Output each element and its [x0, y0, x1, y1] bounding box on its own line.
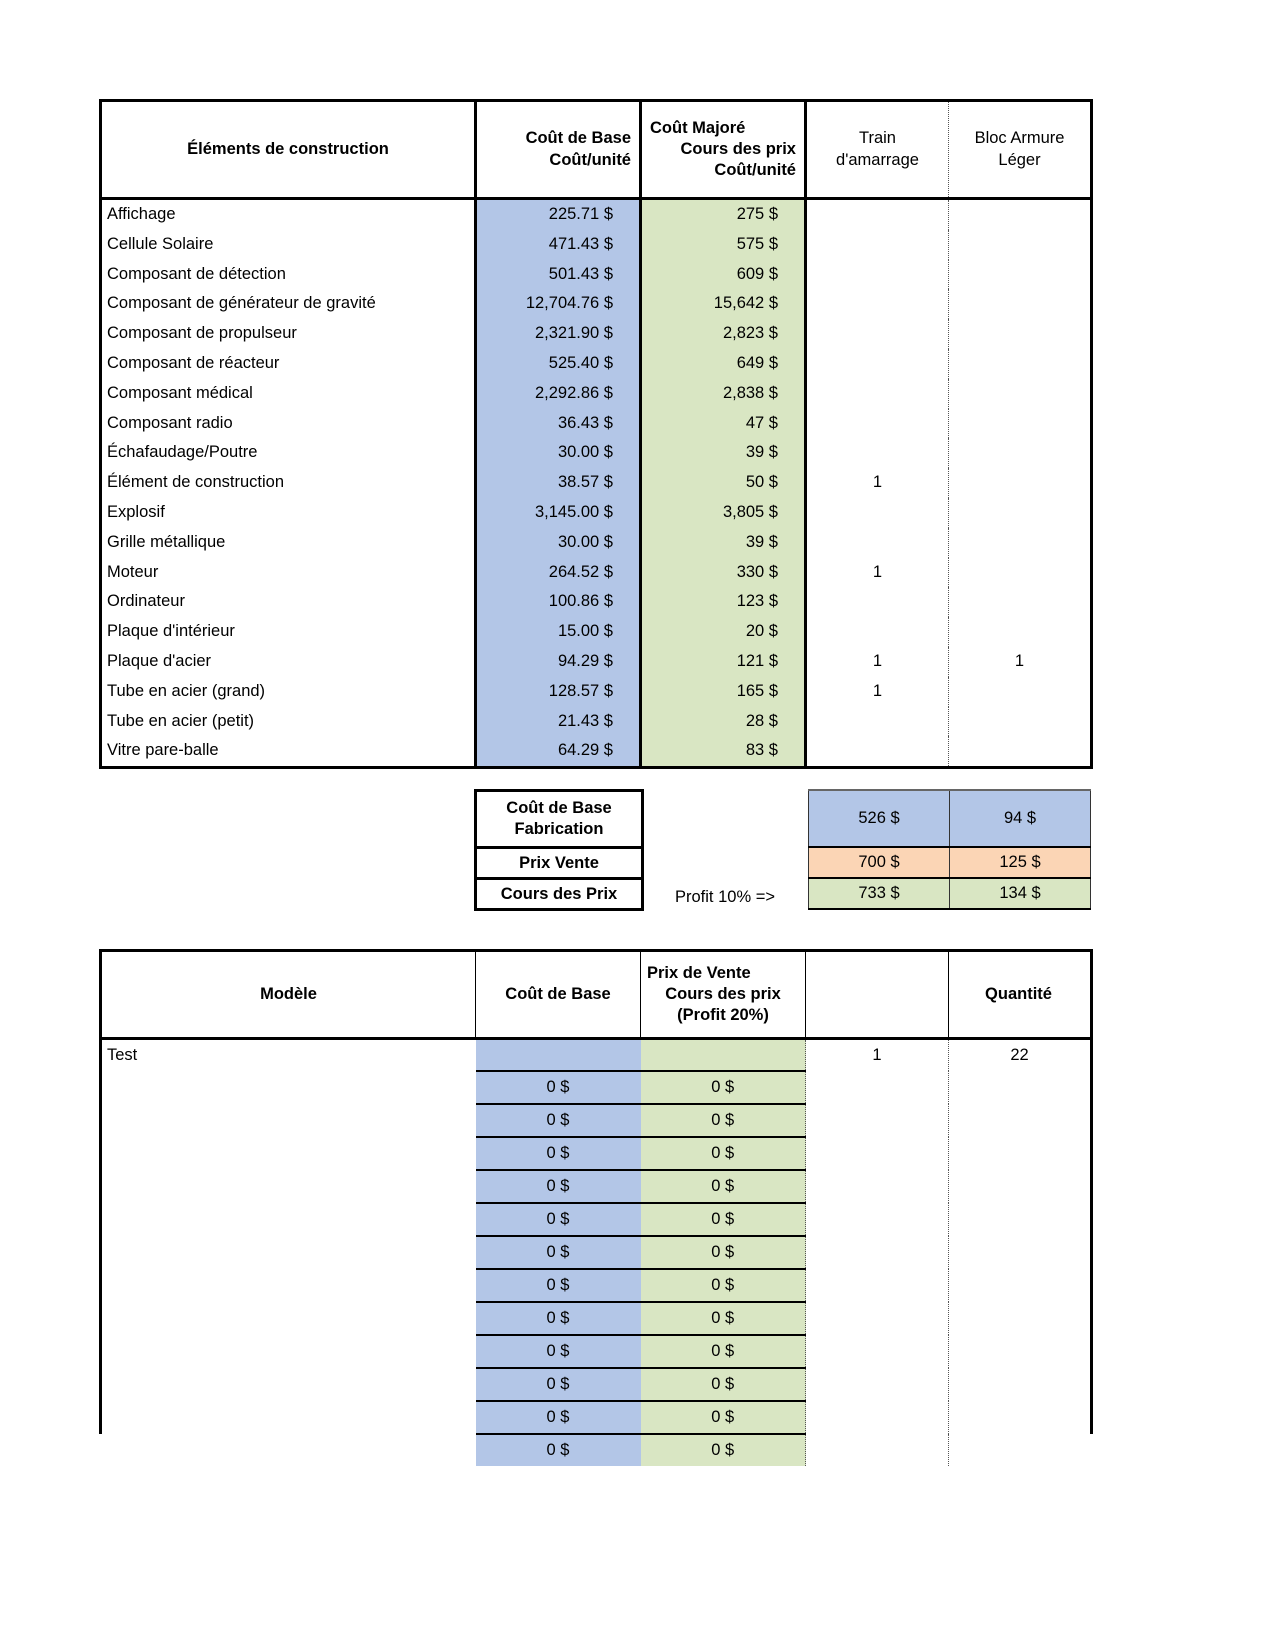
cell-element-name: Tube en acier (grand): [101, 677, 476, 707]
cell-base-cost: 2,321.90 $: [476, 319, 641, 349]
cell-train-amarrage: [806, 707, 949, 737]
table-row: [101, 1236, 1092, 1269]
cell-marked-cost: 123 $: [641, 587, 806, 617]
table-row: [101, 230, 1092, 260]
cell-train-amarrage: [806, 528, 949, 558]
header-marked-cost: [641, 101, 806, 199]
cell-bloc-armure-leger: [949, 736, 1092, 767]
summary-row-sale-price: [476, 848, 643, 879]
cell-model-base-cost: 0 $: [476, 1203, 641, 1236]
cell-train-amarrage: [806, 199, 949, 230]
cell-marked-cost: 330 $: [641, 558, 806, 588]
cell-base-cost: 21.43 $: [476, 707, 641, 737]
header-train-line2: d'amarrage: [836, 150, 919, 169]
cell-train-amarrage: [806, 736, 949, 767]
cell-model-name: [101, 1434, 476, 1466]
header-marked-cost-line2: Cours des prix: [680, 139, 796, 158]
header-sale-line3: (Profit 20%): [677, 1006, 769, 1025]
cell-model-sale-price: 0 $: [641, 1236, 806, 1269]
summary-label-block: [474, 789, 644, 911]
cell-model-sale-price: 0 $: [641, 1170, 806, 1203]
cell-model-sale-price: 0 $: [641, 1203, 806, 1236]
cell-element-name: Moteur: [101, 558, 476, 588]
table-row: [101, 647, 1092, 677]
cell-model-base-cost: 0 $: [476, 1335, 641, 1368]
cell-train-amarrage: [806, 289, 949, 319]
cell-bloc-armure-leger: [949, 587, 1092, 617]
table-row: [101, 468, 1092, 498]
table-row: [101, 409, 1092, 439]
cell-base-cost: 38.57 $: [476, 468, 641, 498]
cell-model-count: [806, 1434, 949, 1466]
header-sale-line2: Cours des prix: [665, 984, 781, 1003]
cell-model-base-cost: 0 $: [476, 1269, 641, 1302]
cell-marked-cost: 2,838 $: [641, 379, 806, 409]
cell-model-sale-price: 0 $: [641, 1368, 806, 1401]
cell-marked-cost: 20 $: [641, 617, 806, 647]
table-row: [101, 199, 1092, 230]
header-sale-line1: Prix de Vente: [647, 963, 751, 982]
cell-element-name: Composant de réacteur: [101, 349, 476, 379]
cell-base-cost: 128.57 $: [476, 677, 641, 707]
cell-base-cost: 471.43 $: [476, 230, 641, 260]
cell-model-base-cost: 0 $: [476, 1236, 641, 1269]
summary-value-base-cost-1: 526 $: [809, 790, 950, 847]
header-base-cost-line1: Coût de Base: [525, 129, 631, 148]
cell-model-name: [101, 1170, 476, 1203]
cell-model-quantity: [949, 1071, 1092, 1104]
cell-element-name: Composant radio: [101, 409, 476, 439]
cell-train-amarrage: [806, 409, 949, 439]
cell-element-name: Échafaudage/Poutre: [101, 438, 476, 468]
cell-bloc-armure-leger: [949, 409, 1092, 439]
summary-values-market-price-row: [809, 878, 1091, 909]
summary-base-cost-line1: Coût de Base: [506, 799, 612, 818]
cell-bloc-armure-leger: [949, 498, 1092, 528]
table-row: [101, 1434, 1092, 1466]
cell-base-cost: 64.29 $: [476, 736, 641, 767]
cell-base-cost: 36.43 $: [476, 409, 641, 439]
header-quantite: Quantité: [949, 951, 1092, 1039]
table-row: [101, 349, 1092, 379]
header-model-sale-price: [641, 951, 806, 1039]
summary-value-sale-price-2: 125 $: [950, 847, 1091, 878]
summary-base-cost-line2: Fabrication: [514, 820, 604, 838]
cell-bloc-armure-leger: [949, 349, 1092, 379]
cell-element-name: Affichage: [101, 199, 476, 230]
cell-bloc-armure-leger: [949, 558, 1092, 588]
summary-row-market-price: [476, 879, 643, 910]
table-header-row: [101, 101, 1092, 199]
cell-model-quantity: [949, 1104, 1092, 1137]
cell-bloc-armure-leger: [949, 319, 1092, 349]
table-row: [101, 707, 1092, 737]
cell-marked-cost: 83 $: [641, 736, 806, 767]
header-base-cost-line2: Coût/unité: [549, 150, 631, 169]
summary-value-market-price-2: 134 $: [950, 878, 1091, 909]
cell-model-quantity: [949, 1170, 1092, 1203]
summary-label-cours-des-prix: Cours des Prix: [476, 879, 643, 910]
table-row: [101, 289, 1092, 319]
table-row: [101, 438, 1092, 468]
profit-note-label: Profit 10% =>: [675, 888, 775, 906]
cell-model-base-cost: 0 $: [476, 1170, 641, 1203]
models-table: [99, 949, 1093, 1466]
cell-model-name: [101, 1236, 476, 1269]
cell-model-sale-price: [641, 1039, 806, 1072]
header-base-cost: [476, 101, 641, 199]
cell-bloc-armure-leger: [949, 468, 1092, 498]
cell-bloc-armure-leger: [949, 230, 1092, 260]
cell-model-quantity: [949, 1137, 1092, 1170]
cell-model-count: [806, 1203, 949, 1236]
cell-base-cost: 12,704.76 $: [476, 289, 641, 319]
cell-marked-cost: 50 $: [641, 468, 806, 498]
models-table-body: [101, 1039, 1092, 1467]
cell-base-cost: 264.52 $: [476, 558, 641, 588]
cell-element-name: Élément de construction: [101, 468, 476, 498]
cell-train-amarrage: [806, 379, 949, 409]
cell-element-name: Composant de propulseur: [101, 319, 476, 349]
summary-label-base-cost-fabrication: [476, 791, 643, 848]
table-row: [101, 498, 1092, 528]
table-row: [101, 1203, 1092, 1236]
cell-marked-cost: 575 $: [641, 230, 806, 260]
cell-bloc-armure-leger: [949, 617, 1092, 647]
cell-model-name: [101, 1137, 476, 1170]
cell-model-name: [101, 1401, 476, 1434]
cell-model-base-cost: 0 $: [476, 1401, 641, 1434]
cell-model-quantity: [949, 1401, 1092, 1434]
cell-marked-cost: 39 $: [641, 528, 806, 558]
cell-model-count: [806, 1137, 949, 1170]
table-row: [101, 319, 1092, 349]
cell-train-amarrage: [806, 498, 949, 528]
cell-model-quantity: [949, 1269, 1092, 1302]
cell-element-name: Composant de détection: [101, 260, 476, 290]
cell-model-base-cost: 0 $: [476, 1302, 641, 1335]
cell-element-name: Composant médical: [101, 379, 476, 409]
cell-bloc-armure-leger: [949, 289, 1092, 319]
summary-value-sale-price-1: 700 $: [809, 847, 950, 878]
cell-model-name: [101, 1368, 476, 1401]
cell-train-amarrage: 1: [806, 647, 949, 677]
cell-model-count: [806, 1104, 949, 1137]
cell-train-amarrage: [806, 587, 949, 617]
summary-label-prix-vente: Prix Vente: [476, 848, 643, 879]
cell-marked-cost: 649 $: [641, 349, 806, 379]
cell-model-quantity: [949, 1203, 1092, 1236]
table-row: [101, 558, 1092, 588]
cell-marked-cost: 275 $: [641, 199, 806, 230]
table-row: [101, 1368, 1092, 1401]
cell-model-name: [101, 1302, 476, 1335]
cell-marked-cost: 121 $: [641, 647, 806, 677]
table-row: [101, 1302, 1092, 1335]
cell-model-count: [806, 1236, 949, 1269]
cell-model-base-cost: 0 $: [476, 1434, 641, 1466]
table-row: [101, 677, 1092, 707]
header-model-blank: [806, 951, 949, 1039]
cell-bloc-armure-leger: [949, 677, 1092, 707]
cell-model-count: [806, 1302, 949, 1335]
cell-model-sale-price: 0 $: [641, 1401, 806, 1434]
header-bloc-line2: Léger: [998, 150, 1041, 169]
cell-element-name: Plaque d'intérieur: [101, 617, 476, 647]
construction-elements-table: [99, 99, 1093, 769]
cell-base-cost: 15.00 $: [476, 617, 641, 647]
cell-model-sale-price: 0 $: [641, 1302, 806, 1335]
table-row: [101, 736, 1092, 767]
cell-model-count: [806, 1071, 949, 1104]
cell-model-sale-price: 0 $: [641, 1071, 806, 1104]
header-bloc-line1: Bloc Armure: [974, 129, 1065, 148]
cell-train-amarrage: [806, 260, 949, 290]
cell-train-amarrage: 1: [806, 558, 949, 588]
cell-bloc-armure-leger: 1: [949, 647, 1092, 677]
cell-model-quantity: [949, 1335, 1092, 1368]
cell-model-name: [101, 1335, 476, 1368]
cell-model-name: [101, 1269, 476, 1302]
cell-element-name: Vitre pare-balle: [101, 736, 476, 767]
cell-bloc-armure-leger: [949, 379, 1092, 409]
cell-marked-cost: 165 $: [641, 677, 806, 707]
header-model-base-cost: Coût de Base: [476, 951, 641, 1039]
cell-model-sale-price: 0 $: [641, 1104, 806, 1137]
cell-model-name: Test: [101, 1039, 476, 1072]
summary-row-base-cost: [476, 791, 643, 848]
header-bloc-armure-leger: [949, 101, 1092, 199]
cell-model-sale-price: 0 $: [641, 1434, 806, 1466]
cell-train-amarrage: [806, 617, 949, 647]
cell-model-count: [806, 1335, 949, 1368]
cell-model-count: [806, 1170, 949, 1203]
table-row: [101, 1335, 1092, 1368]
cell-model-base-cost: 0 $: [476, 1104, 641, 1137]
cell-base-cost: 225.71 $: [476, 199, 641, 230]
table-row: [101, 260, 1092, 290]
header-train-amarrage: [806, 101, 949, 199]
cell-model-count: [806, 1269, 949, 1302]
summary-values-block: [808, 789, 1091, 910]
table-row: [101, 1269, 1092, 1302]
cell-element-name: Plaque d'acier: [101, 647, 476, 677]
table-row: [101, 1104, 1092, 1137]
cell-model-sale-price: 0 $: [641, 1335, 806, 1368]
cell-model-base-cost: 0 $: [476, 1071, 641, 1104]
cell-base-cost: 2,292.86 $: [476, 379, 641, 409]
summary-values-sale-price-row: [809, 847, 1091, 878]
cell-base-cost: 3,145.00 $: [476, 498, 641, 528]
cell-model-quantity: [949, 1368, 1092, 1401]
cell-model-count: [806, 1368, 949, 1401]
cell-train-amarrage: [806, 319, 949, 349]
cell-base-cost: 501.43 $: [476, 260, 641, 290]
header-modele: Modèle: [101, 951, 476, 1039]
table-row: [101, 379, 1092, 409]
header-marked-cost-line3: Coût/unité: [714, 161, 796, 180]
cell-marked-cost: 28 $: [641, 707, 806, 737]
cell-model-quantity: [949, 1236, 1092, 1269]
cell-model-base-cost: [476, 1039, 641, 1072]
cell-train-amarrage: [806, 438, 949, 468]
cell-bloc-armure-leger: [949, 707, 1092, 737]
cell-model-quantity: [949, 1302, 1092, 1335]
cell-model-count: 1: [806, 1039, 949, 1072]
cell-base-cost: 30.00 $: [476, 438, 641, 468]
table-row: [101, 528, 1092, 558]
cell-base-cost: 30.00 $: [476, 528, 641, 558]
table-row: [101, 1170, 1092, 1203]
cell-bloc-armure-leger: [949, 199, 1092, 230]
cell-base-cost: 525.40 $: [476, 349, 641, 379]
cell-model-sale-price: 0 $: [641, 1137, 806, 1170]
cell-train-amarrage: [806, 349, 949, 379]
table-row: [101, 1039, 1092, 1072]
cell-model-name: [101, 1071, 476, 1104]
cell-train-amarrage: 1: [806, 677, 949, 707]
cell-marked-cost: 15,642 $: [641, 289, 806, 319]
cell-model-sale-price: 0 $: [641, 1269, 806, 1302]
table-row: [101, 617, 1092, 647]
header-marked-cost-line1: Coût Majoré: [650, 118, 746, 137]
cell-bloc-armure-leger: [949, 438, 1092, 468]
cell-marked-cost: 609 $: [641, 260, 806, 290]
cell-element-name: Explosif: [101, 498, 476, 528]
cell-model-base-cost: 0 $: [476, 1368, 641, 1401]
header-elements: Éléments de construction: [101, 101, 476, 199]
cell-base-cost: 94.29 $: [476, 647, 641, 677]
cell-marked-cost: 47 $: [641, 409, 806, 439]
table-row: [101, 1401, 1092, 1434]
cell-element-name: Composant de générateur de gravité: [101, 289, 476, 319]
header-train-line1: Train: [859, 129, 896, 148]
cell-model-base-cost: 0 $: [476, 1137, 641, 1170]
cell-element-name: Tube en acier (petit): [101, 707, 476, 737]
cell-model-quantity: 22: [949, 1039, 1092, 1072]
cell-train-amarrage: 1: [806, 468, 949, 498]
summary-values-base-cost-row: [809, 790, 1091, 847]
cell-element-name: Grille métallique: [101, 528, 476, 558]
table-row: [101, 1137, 1092, 1170]
cell-base-cost: 100.86 $: [476, 587, 641, 617]
cell-marked-cost: 3,805 $: [641, 498, 806, 528]
cell-model-name: [101, 1203, 476, 1236]
cell-bloc-armure-leger: [949, 260, 1092, 290]
table-row: [101, 1071, 1092, 1104]
cell-model-count: [806, 1401, 949, 1434]
cell-marked-cost: 2,823 $: [641, 319, 806, 349]
construction-elements-body: [101, 199, 1092, 768]
summary-value-base-cost-2: 94 $: [950, 790, 1091, 847]
cell-element-name: Cellule Solaire: [101, 230, 476, 260]
table-row: [101, 587, 1092, 617]
cell-element-name: Ordinateur: [101, 587, 476, 617]
cell-marked-cost: 39 $: [641, 438, 806, 468]
models-header-row: [101, 951, 1092, 1039]
cell-model-name: [101, 1104, 476, 1137]
cell-train-amarrage: [806, 230, 949, 260]
summary-value-market-price-1: 733 $: [809, 878, 950, 909]
cell-model-quantity: [949, 1434, 1092, 1466]
cell-bloc-armure-leger: [949, 528, 1092, 558]
